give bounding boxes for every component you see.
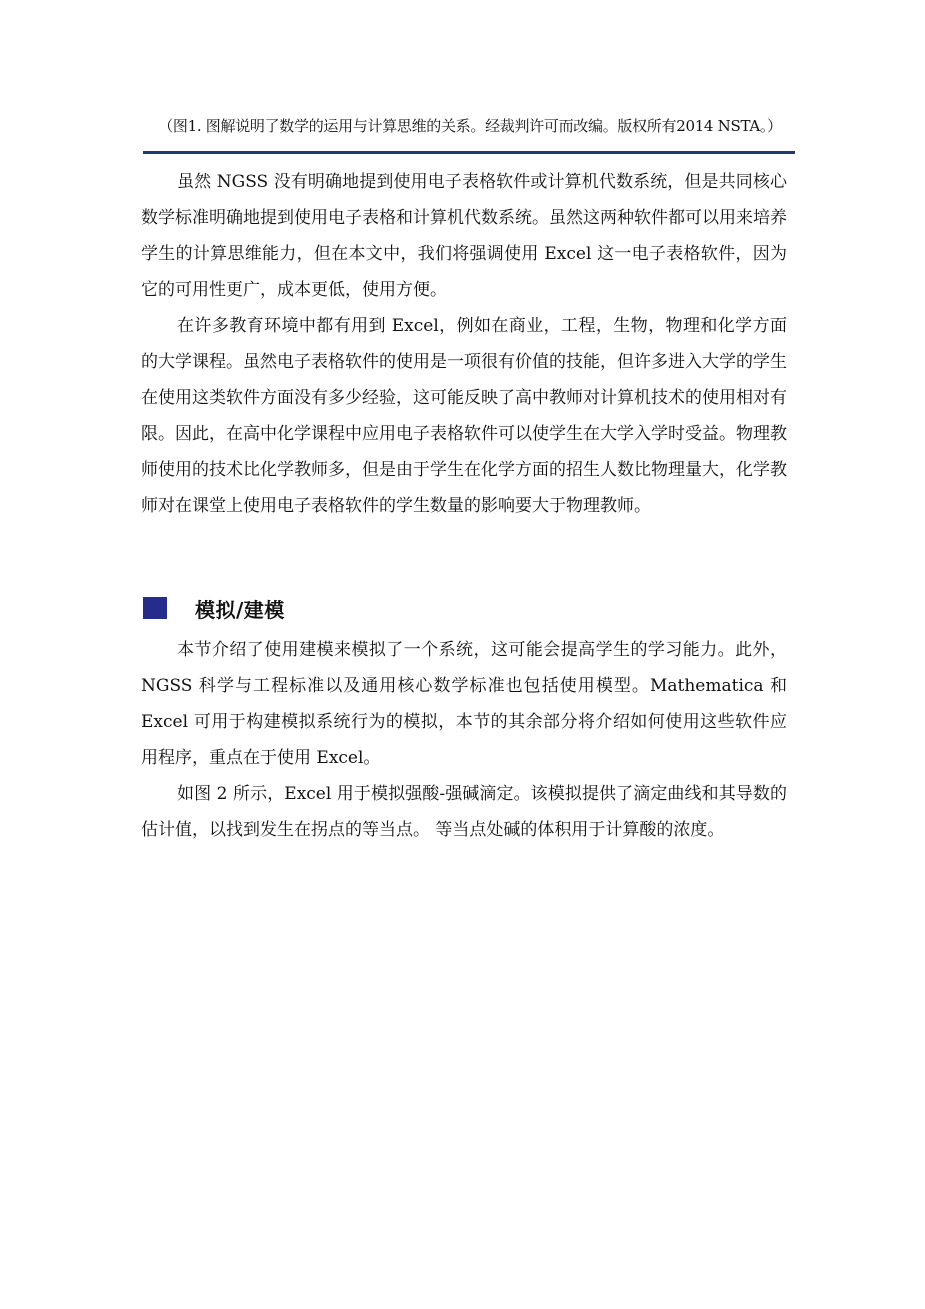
caption-divider xyxy=(143,151,795,154)
section-heading xyxy=(143,592,285,624)
section-paragraph: 本节介绍了使用建模来模拟了一个系统，这可能会提高学生的学习能力。此外，NGSS 科学与工程标准以及通用核心数学标准也包括使用模型。Mathematica 和 Excel 可用于构建模拟系统行为的模拟，本节的其余部分将介绍如何使用这些软件应用程序，重点在于使用 Excel。 xyxy=(141,640,787,768)
body-paragraph: 虽然 NGSS 没有明确地提到使用电子表格软件或计算机代数系统，但是共同核心数学标准明确地提到使用电子表格和计算机代数系统。虽然这两种软件都可以用来培养学生的计算思维能力，但在本文中，我们将强调使用 Excel 这一电子表格软件，因为它的可用性更广，成本更低，使用方便。 xyxy=(141,172,787,300)
section-paragraph: 如图 2 所示，Excel 用于模拟强酸-强碱滴定。该模拟提供了滴定曲线和其导数的估计值，以找到发生在拐点的等当点。 等当点处碱的体积用于计算酸的浓度。 xyxy=(141,784,787,840)
section-title: 模拟/建模 xyxy=(195,597,285,622)
figure-caption: （图1. 图解说明了数学的运用与计算思维的关系。经裁判许可而改编。版权所有2014 NSTA。） xyxy=(158,117,782,135)
body-paragraph: 在许多教育环境中都有用到 Excel，例如在商业，工程，生物，物理和化学方面的大学课程。虽然电子表格软件的使用是一项很有价值的技能，但许多进入大学的学生在使用这类软件方面没有多少经验，这可能反映了高中教师对计算机技术的使用相对有限。因此，在高中化学课程中应用电子表格软件可以使学生在大学入学时受益。物理教师使用的技术比化学教师多，但是由于学生在化学方面的招生人数比物理量大，化学教师对在课堂上使用电子表格软件的学生数量的影响要大于物理教师。 xyxy=(141,316,787,516)
square-bullet-icon xyxy=(143,597,167,619)
